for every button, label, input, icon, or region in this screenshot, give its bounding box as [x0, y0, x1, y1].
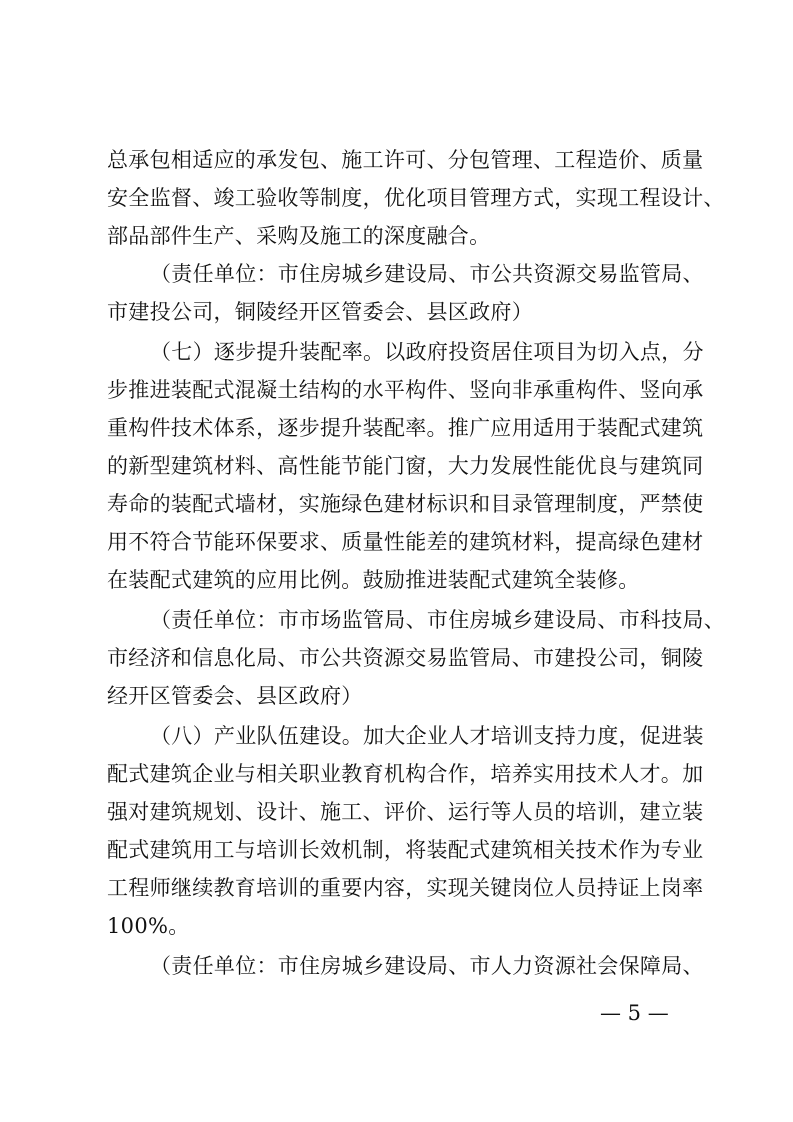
- text-line-2: 安全监督、竣工验收等制度，优化项目管理方式，实现工程设计、: [107, 186, 725, 210]
- text-line-20: 工程师继续教育培训的重要内容，实现关键岗位人员持证上岗率: [107, 876, 704, 900]
- text-line-9: 的新型建筑材料、高性能节能门窗，大力发展性能优良与建筑同: [107, 454, 704, 478]
- responsibility-line-6: （责任单位：市住房城乡建设局、市人力资源社会保障局、: [150, 954, 704, 978]
- text-line-19: 配式建筑用工与培训长效机制，将装配式建筑相关技术作为专业: [107, 838, 704, 862]
- text-line-1: 总承包相适应的承发包、施工许可、分包管理、工程造价、质量: [107, 148, 704, 172]
- responsibility-line-4: 市经济和信息化局、市公共资源交易监管局、市建投公司，铜陵: [107, 646, 704, 670]
- section-8-heading-line: （八）产业队伍建设。加大企业人才培训支持力度，促进装: [150, 724, 704, 748]
- text-line-12: 在装配式建筑的应用比例。鼓励推进装配式建筑全装修。: [107, 568, 640, 592]
- text-line-3: 部品部件生产、采购及施工的深度融合。: [107, 224, 491, 248]
- text-line-10: 寿命的装配式墙材，实施绿色建材标识和目录管理制度，严禁使: [107, 492, 704, 516]
- responsibility-line-2: 市建投公司，铜陵经开区管委会、县区政府）: [107, 300, 533, 324]
- section-7-heading-line: （七）逐步提升装配率。以政府投资居住项目为切入点，分: [150, 340, 704, 364]
- responsibility-line-5: 经开区管委会、县区政府）: [107, 684, 363, 708]
- responsibility-line-3: （责任单位：市市场监管局、市住房城乡建设局、市科技局、: [150, 608, 726, 632]
- text-line-7: 步推进装配式混凝土结构的水平构件、竖向非承重构件、竖向承: [107, 378, 704, 402]
- text-line-21: 100%。: [107, 914, 190, 938]
- text-line-8: 重构件技术体系，逐步提升装配率。推广应用适用于装配式建筑: [107, 416, 704, 440]
- page-number: — 5 —: [600, 1001, 669, 1025]
- text-line-17: 配式建筑企业与相关职业教育机构合作，培养实用技术人才。加: [107, 762, 704, 786]
- text-line-11: 用不符合节能环保要求、质量性能差的建筑材料，提高绿色建材: [107, 530, 704, 554]
- responsibility-line-1: （责任单位：市住房城乡建设局、市公共资源交易监管局、: [150, 262, 704, 286]
- text-line-18: 强对建筑规划、设计、施工、评价、运行等人员的培训，建立装: [107, 800, 704, 824]
